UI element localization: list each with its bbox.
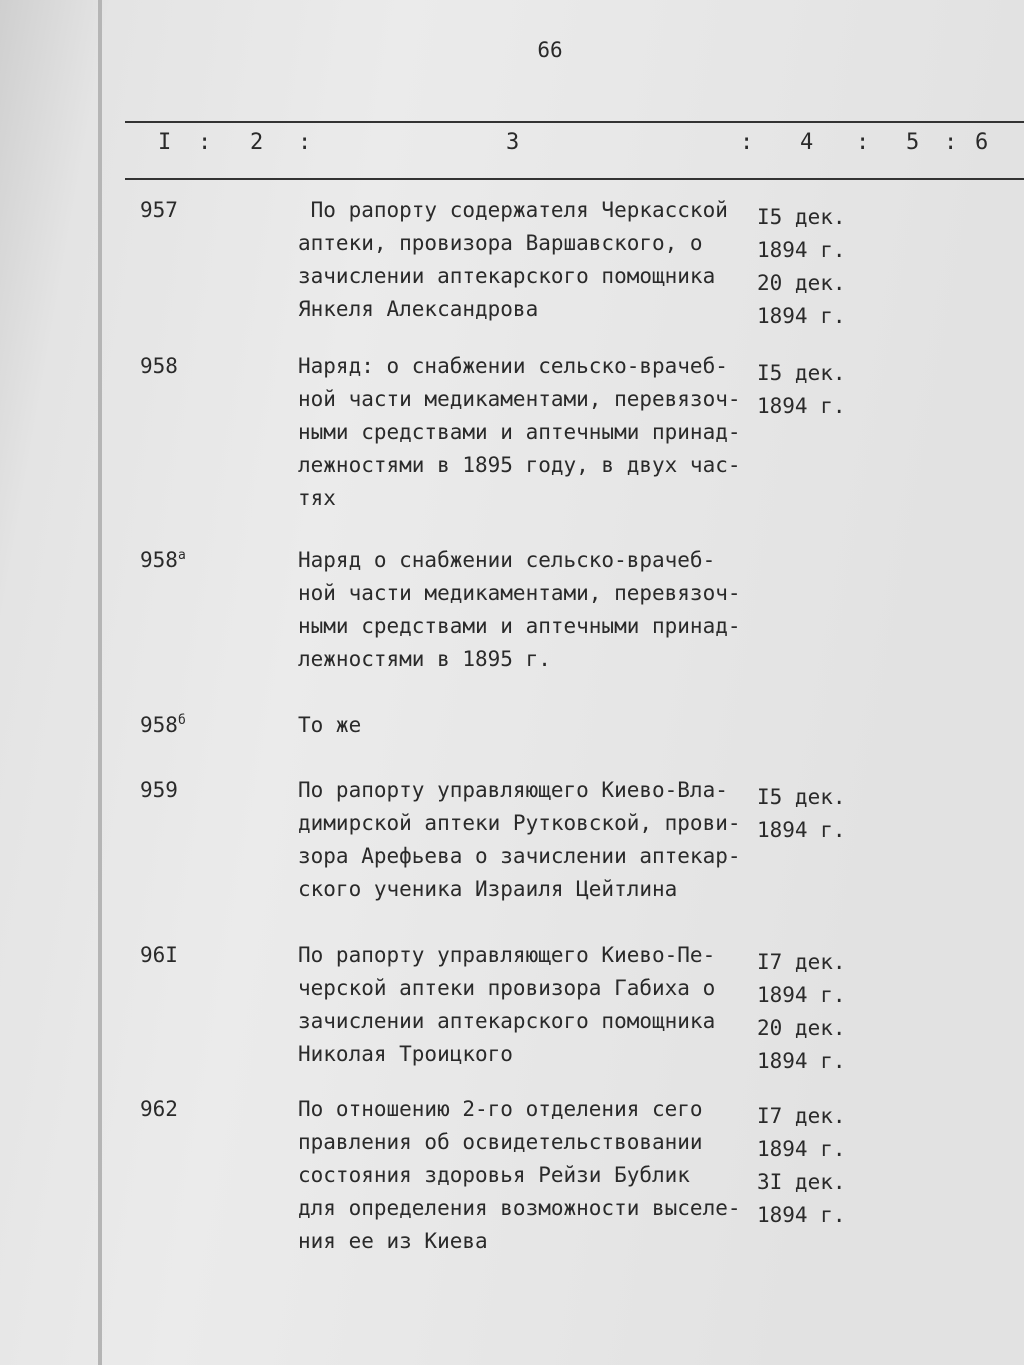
entry-date: 1894 г. — [757, 1049, 846, 1073]
entry-text-line: тях — [298, 486, 336, 510]
entry-text-line: Наряд о снабжении сельско-врачеб- — [298, 548, 716, 572]
entry-text-line: ной части медикаментами, перевязоч- — [298, 387, 741, 411]
entry-text-line: димирской аптеки Рутковской, прови- — [298, 811, 741, 835]
entry-text-line: По рапорту управляющего Киево-Пе- — [298, 943, 716, 967]
entry-text-line: То же — [298, 713, 362, 737]
entry-text-line: зачислении аптекарского помощника — [298, 1009, 716, 1033]
entry-text-line: состояния здоровья Рейзи Бублик — [298, 1163, 690, 1187]
entry-text-line: зачислении аптекарского помощника — [298, 264, 716, 288]
entry-text-line: ной части медикаментами, перевязоч- — [298, 581, 741, 605]
entry-number: 959 — [140, 778, 178, 802]
entry-text-line: ными средствами и аптечными принад- — [298, 420, 741, 444]
entry-text-line: лежностями в 1895 г. — [298, 647, 551, 671]
entry-text-line: лежностями в 1895 году, в двух час- — [298, 453, 741, 477]
entry-date: 3I дек. — [757, 1170, 846, 1194]
entry-text-line: черской аптеки провизора Габиха о — [298, 976, 716, 1000]
entry-number: 957 — [140, 198, 178, 222]
header-rule-bottom — [125, 178, 1024, 180]
entry-number: $958^б$ — [140, 713, 186, 737]
header-separator: : — [944, 130, 958, 155]
header-separator: : — [740, 130, 754, 155]
entry-text-line: аптеки, провизора Варшавского, о — [298, 231, 703, 255]
entry-text-line: По отношению 2-го отделения сего — [298, 1097, 703, 1121]
entry-date: I5 дек. — [757, 785, 846, 809]
entry-text-line: ными средствами и аптечными принад- — [298, 614, 741, 638]
entry-text-line: По рапорту управляющего Киево-Вла- — [298, 778, 728, 802]
header-col-3: 3 — [506, 130, 520, 155]
entry-text-line: для определения возможности выселе- — [298, 1196, 741, 1220]
header-col-6: 6 — [975, 130, 989, 155]
entry-date: 20 дек. — [757, 271, 846, 295]
header-separator: : — [198, 130, 212, 155]
entry-date: 1894 г. — [757, 983, 846, 1007]
entry-number-suffix: а — [177, 548, 186, 563]
header-col-2: 2 — [250, 130, 264, 155]
entry-number: 96I — [140, 943, 178, 967]
binding-shadow — [98, 0, 102, 1365]
entry-number: $958^а$ — [140, 548, 186, 572]
entry-date: 1894 г. — [757, 1137, 846, 1161]
entry-text-line: Янкеля Александрова — [298, 297, 539, 321]
entry-date: 20 дек. — [757, 1016, 846, 1040]
page-number: 66 — [537, 38, 563, 62]
header-separator: : — [856, 130, 870, 155]
entry-date: 1894 г. — [757, 238, 846, 262]
entry-text-line: Николая Троицкого — [298, 1042, 513, 1066]
entry-text-line: ния ее из Киева — [298, 1229, 488, 1253]
entry-date: I5 дек. — [757, 361, 846, 385]
entry-number-suffix: б — [177, 713, 186, 728]
entry-date: 1894 г. — [757, 818, 846, 842]
entry-date: I7 дек. — [757, 1104, 846, 1128]
header-col-4: 4 — [800, 130, 814, 155]
entry-number: 962 — [140, 1097, 178, 1121]
header-col-1: I — [158, 130, 172, 155]
entry-number: 958 — [140, 354, 178, 378]
header-rule-top — [125, 121, 1024, 123]
header-col-5: 5 — [906, 130, 920, 155]
entry-date: 1894 г. — [757, 394, 846, 418]
header-separator: : — [298, 130, 312, 155]
entry-text-line: ского ученика Израиля Цейтлина — [298, 877, 678, 901]
entry-text-line: По рапорту содержателя Черкасской — [298, 198, 728, 222]
entry-date: I7 дек. — [757, 950, 846, 974]
entry-date: 1894 г. — [757, 304, 846, 328]
entry-text-line: Наряд: о снабжении сельско-врачеб- — [298, 354, 728, 378]
entry-date: 1894 г. — [757, 1203, 846, 1227]
entry-text-line: правления об освидетельствовании — [298, 1130, 703, 1154]
entry-text-line: зора Арефьева о зачислении аптекар- — [298, 844, 741, 868]
entry-date: I5 дек. — [757, 205, 846, 229]
